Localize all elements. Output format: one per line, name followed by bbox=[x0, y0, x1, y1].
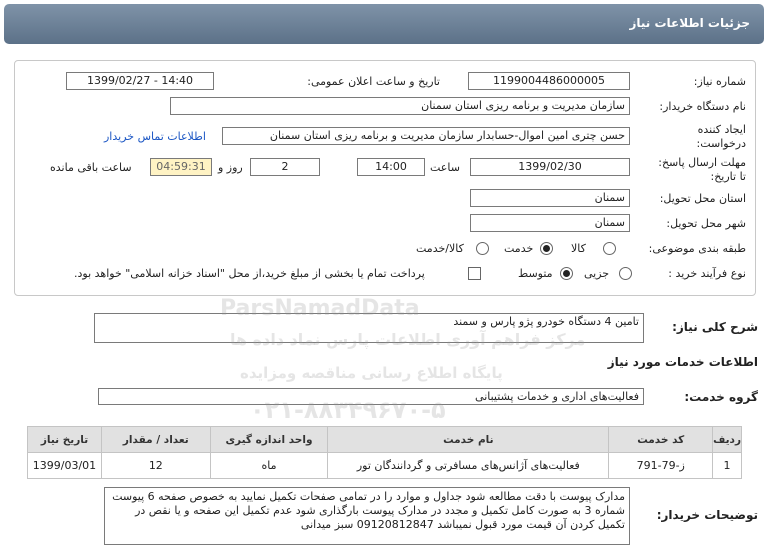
city-field: سمنان bbox=[470, 214, 630, 232]
col-date: تاریخ نیاز bbox=[28, 427, 102, 453]
creator-field: حسن چتری امین اموال-حسابدار سازمان مدیریت و برنامه ریزی استان سمنان bbox=[222, 127, 630, 145]
buyer-notes-field: مدارک پیوست با دقت مطالعه شود جداول و موارد را در تمامی صفحات تکمیل نمایید به خصوص صفحه 6 پیوست شماره 3 به صورت کامل تکمیل و مجدد در مدارک پیوست بارگذاری شود عدم تکمیل این صفحه و یا نقص در تکمیل کردن آن قیمت مورد قبول نمیباشد 09120812847 سبز میدانی bbox=[104, 487, 630, 545]
table-row bbox=[28, 453, 742, 479]
deadline-label-line2: تا تاریخ: bbox=[710, 170, 746, 183]
services-table bbox=[27, 426, 742, 479]
province-field: سمنان bbox=[470, 189, 630, 207]
description-field: تامین 4 دستگاه خودرو پژو پارس و سمند bbox=[94, 313, 644, 343]
cell-row: 1 bbox=[713, 453, 742, 479]
treasury-payment-checkbox[interactable] bbox=[468, 267, 481, 280]
process-medium-radio[interactable] bbox=[560, 267, 573, 280]
category-service-label: خدمت bbox=[504, 242, 534, 255]
col-row: ردیف bbox=[713, 427, 742, 453]
buyer-field: سازمان مدیریت و برنامه ریزی استان سمنان bbox=[170, 97, 630, 115]
category-goods-label: کالا bbox=[571, 242, 586, 255]
need-number-label: شماره نیاز: bbox=[693, 75, 746, 88]
days-label: روز و bbox=[218, 161, 243, 174]
need-number-field: 1199004486000005 bbox=[468, 72, 630, 90]
process-minor-label: جزیی bbox=[584, 267, 610, 280]
remaining-label: ساعت باقی مانده bbox=[50, 161, 132, 174]
category-goods-service-radio[interactable] bbox=[476, 242, 489, 255]
title-bar bbox=[4, 4, 764, 44]
announce-label: تاریخ و ساعت اعلان عمومی: bbox=[307, 75, 440, 88]
cell-code: ز-79-791 bbox=[609, 453, 713, 479]
announce-field: 1399/02/27 - 14:40 bbox=[66, 72, 214, 90]
service-group-label: گروه خدمت: bbox=[684, 390, 758, 404]
deadline-date-field: 1399/02/30 bbox=[470, 158, 630, 176]
watermark-line4: ۰۲۱-۸۸۳۴۹۶۷۰-۵ bbox=[250, 396, 446, 424]
province-label: استان محل تحویل: bbox=[659, 192, 746, 205]
col-name: نام خدمت bbox=[328, 427, 609, 453]
cell-date: 1399/03/01 bbox=[28, 453, 102, 479]
table-header-row bbox=[28, 427, 742, 453]
description-label: شرح کلی نیاز: bbox=[672, 320, 758, 334]
creator-label-line1: ایجاد کننده bbox=[697, 123, 746, 136]
col-code: کد خدمت bbox=[609, 427, 713, 453]
buyer-label: نام دستگاه خریدار: bbox=[659, 100, 746, 113]
category-goods-service-label: کالا/خدمت bbox=[416, 242, 464, 255]
days-field: 2 bbox=[250, 158, 320, 176]
process-label: نوع فرآیند خرید : bbox=[668, 267, 746, 280]
details-panel bbox=[14, 60, 756, 296]
category-service-radio[interactable] bbox=[540, 242, 553, 255]
remaining-time-field: 04:59:31 bbox=[150, 158, 212, 176]
watermark-line3: پایگاه اطلاع رسانی مناقصه ومزایده bbox=[240, 364, 503, 382]
services-heading: اطلاعات خدمات مورد نیاز bbox=[607, 355, 758, 369]
deadline-time-field: 14:00 bbox=[357, 158, 425, 176]
category-label: طبقه بندی موضوعی: bbox=[648, 242, 746, 255]
cell-quantity: 12 bbox=[101, 453, 210, 479]
city-label: شهر محل تحویل: bbox=[666, 217, 746, 230]
page-title: جزئیات اطلاعات نیاز bbox=[629, 16, 750, 30]
deadline-label-line1: مهلت ارسال پاسخ: bbox=[658, 156, 746, 169]
process-medium-label: متوسط bbox=[518, 267, 553, 280]
contact-buyer-link[interactable]: اطلاعات تماس خریدار bbox=[104, 130, 206, 143]
service-group-field: فعالیت‌های اداری و خدمات پشتیبانی bbox=[98, 388, 644, 405]
col-unit: واحد اندازه گیری bbox=[210, 427, 328, 453]
creator-label-line2: درخواست: bbox=[696, 137, 746, 150]
buyer-notes-label: توضیحات خریدار: bbox=[656, 508, 758, 522]
watermark-line2: مرکز فراهم آوری اطلاعات پارس نماد داده ها bbox=[230, 330, 586, 349]
time-label: ساعت bbox=[430, 161, 460, 174]
cell-name: فعالیت‌های آژانس‌های مسافرتی و گردانندگان تور bbox=[328, 453, 609, 479]
col-quantity: تعداد / مقدار bbox=[101, 427, 210, 453]
category-goods-radio[interactable] bbox=[603, 242, 616, 255]
process-minor-radio[interactable] bbox=[619, 267, 632, 280]
cell-unit: ماه bbox=[210, 453, 328, 479]
treasury-payment-label: پرداخت تمام یا بخشی از مبلغ خرید،از محل "اسناد خزانه اسلامی" خواهد بود. bbox=[74, 267, 425, 280]
watermark-brand: ParsNamadData bbox=[220, 296, 420, 321]
